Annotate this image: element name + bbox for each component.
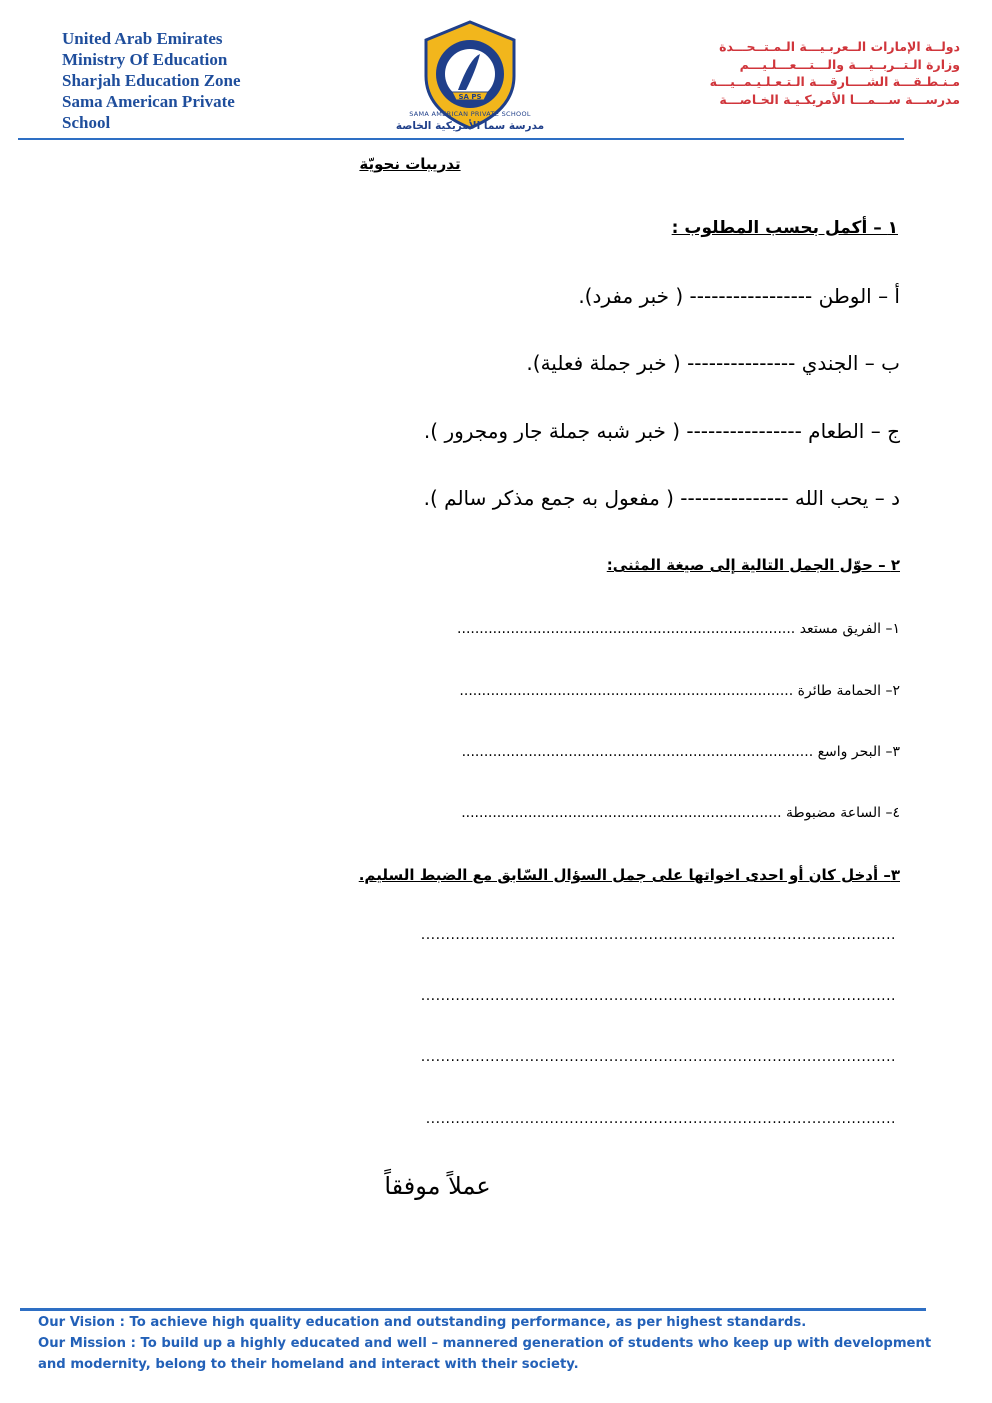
answer-line: ...............................................................................................	[425, 1111, 896, 1127]
question-2-heading: ٢ – حوّل الجمل التالية إلى صيغة المثنى:	[606, 556, 900, 574]
header-en-line: Ministry Of Education	[62, 50, 228, 69]
footer-mission-line-2: and modernity, belong to their homeland and interact with their society.	[38, 1357, 579, 1372]
header-en-line: Sama American Private	[62, 92, 235, 111]
answer-line: ................................................................................................	[420, 1049, 896, 1065]
header-en-line: Sharjah Education Zone	[62, 71, 241, 90]
header-divider	[18, 138, 904, 140]
footer-vision: Our Vision : To achieve high quality education and outstanding performance, as per highest standards.	[38, 1315, 807, 1330]
logo-badge-text: SA PS	[458, 93, 482, 101]
footer	[38, 1312, 938, 1375]
header-en-line: School	[62, 113, 111, 132]
arabic-header	[660, 38, 960, 108]
english-header	[62, 28, 292, 133]
answer-line: ................................................................................................	[420, 927, 896, 943]
page-title: تدريبات نحويّة	[359, 155, 461, 173]
question-1-item: أ – الوطن ----------------- ( خبر مفرد).	[578, 284, 900, 308]
footer-mission-line-1: Our Mission : To build up a highly educated and well – mannered generation of students who keep up with development	[38, 1336, 932, 1351]
question-3-heading: ٣– أدخل كان أو احدى اخواتها على جمل السؤال السّابق مع الضبط السليم.	[358, 866, 900, 884]
logo-caption-english: SAMA AMERICAN PRIVATE SCHOOL	[409, 110, 531, 118]
question-1-heading: ١ – أكمل بحسب المطلوب :	[671, 218, 898, 238]
question-2-item: ٤– الساعة مضبوطة ........................................................................	[461, 805, 900, 821]
logo-caption-arabic: مدرسة سما الأمريكية الخاصة	[395, 120, 545, 132]
answer-line: ................................................................................................	[420, 988, 896, 1004]
header-ar-line: مدرســـة ســـمـــا الأمريكـيـة الخـاصـــة	[719, 91, 960, 107]
question-2-item: ٣– البحر واسع ...............................................................................	[461, 744, 900, 760]
header-ar-line: دولــة الإمارات الــعربـيـــة الـمـتــحـــدة	[719, 39, 960, 54]
header-ar-line: وزارة الـتــربــيـــة والـــتـــعـــلـيـــم	[739, 56, 960, 72]
footer-divider	[20, 1308, 926, 1311]
question-1-item: ب – الجندي --------------- ( خبر جملة فعلية).	[526, 351, 900, 375]
question-2-item: ٢– الحمامة طائرة ...........................................................................	[459, 683, 900, 699]
header-ar-line: مـنـطـقـــة الشــــارقـــة الـتـعـلـيـمــيـــة	[709, 74, 960, 89]
header-en-line: United Arab Emirates	[62, 29, 223, 48]
question-2-item: ١– الفريق مستعد ............................................................................	[457, 621, 900, 637]
question-1-item: ج – الطعام ---------------- ( خبر شبه جملة جار ومجرور ).	[423, 419, 900, 443]
closing-remark: عملاً موفقاً	[384, 1172, 491, 1200]
question-1-item: د – يحب الله --------------- ( مفعول به جمع مذكر سالم ).	[423, 486, 900, 510]
